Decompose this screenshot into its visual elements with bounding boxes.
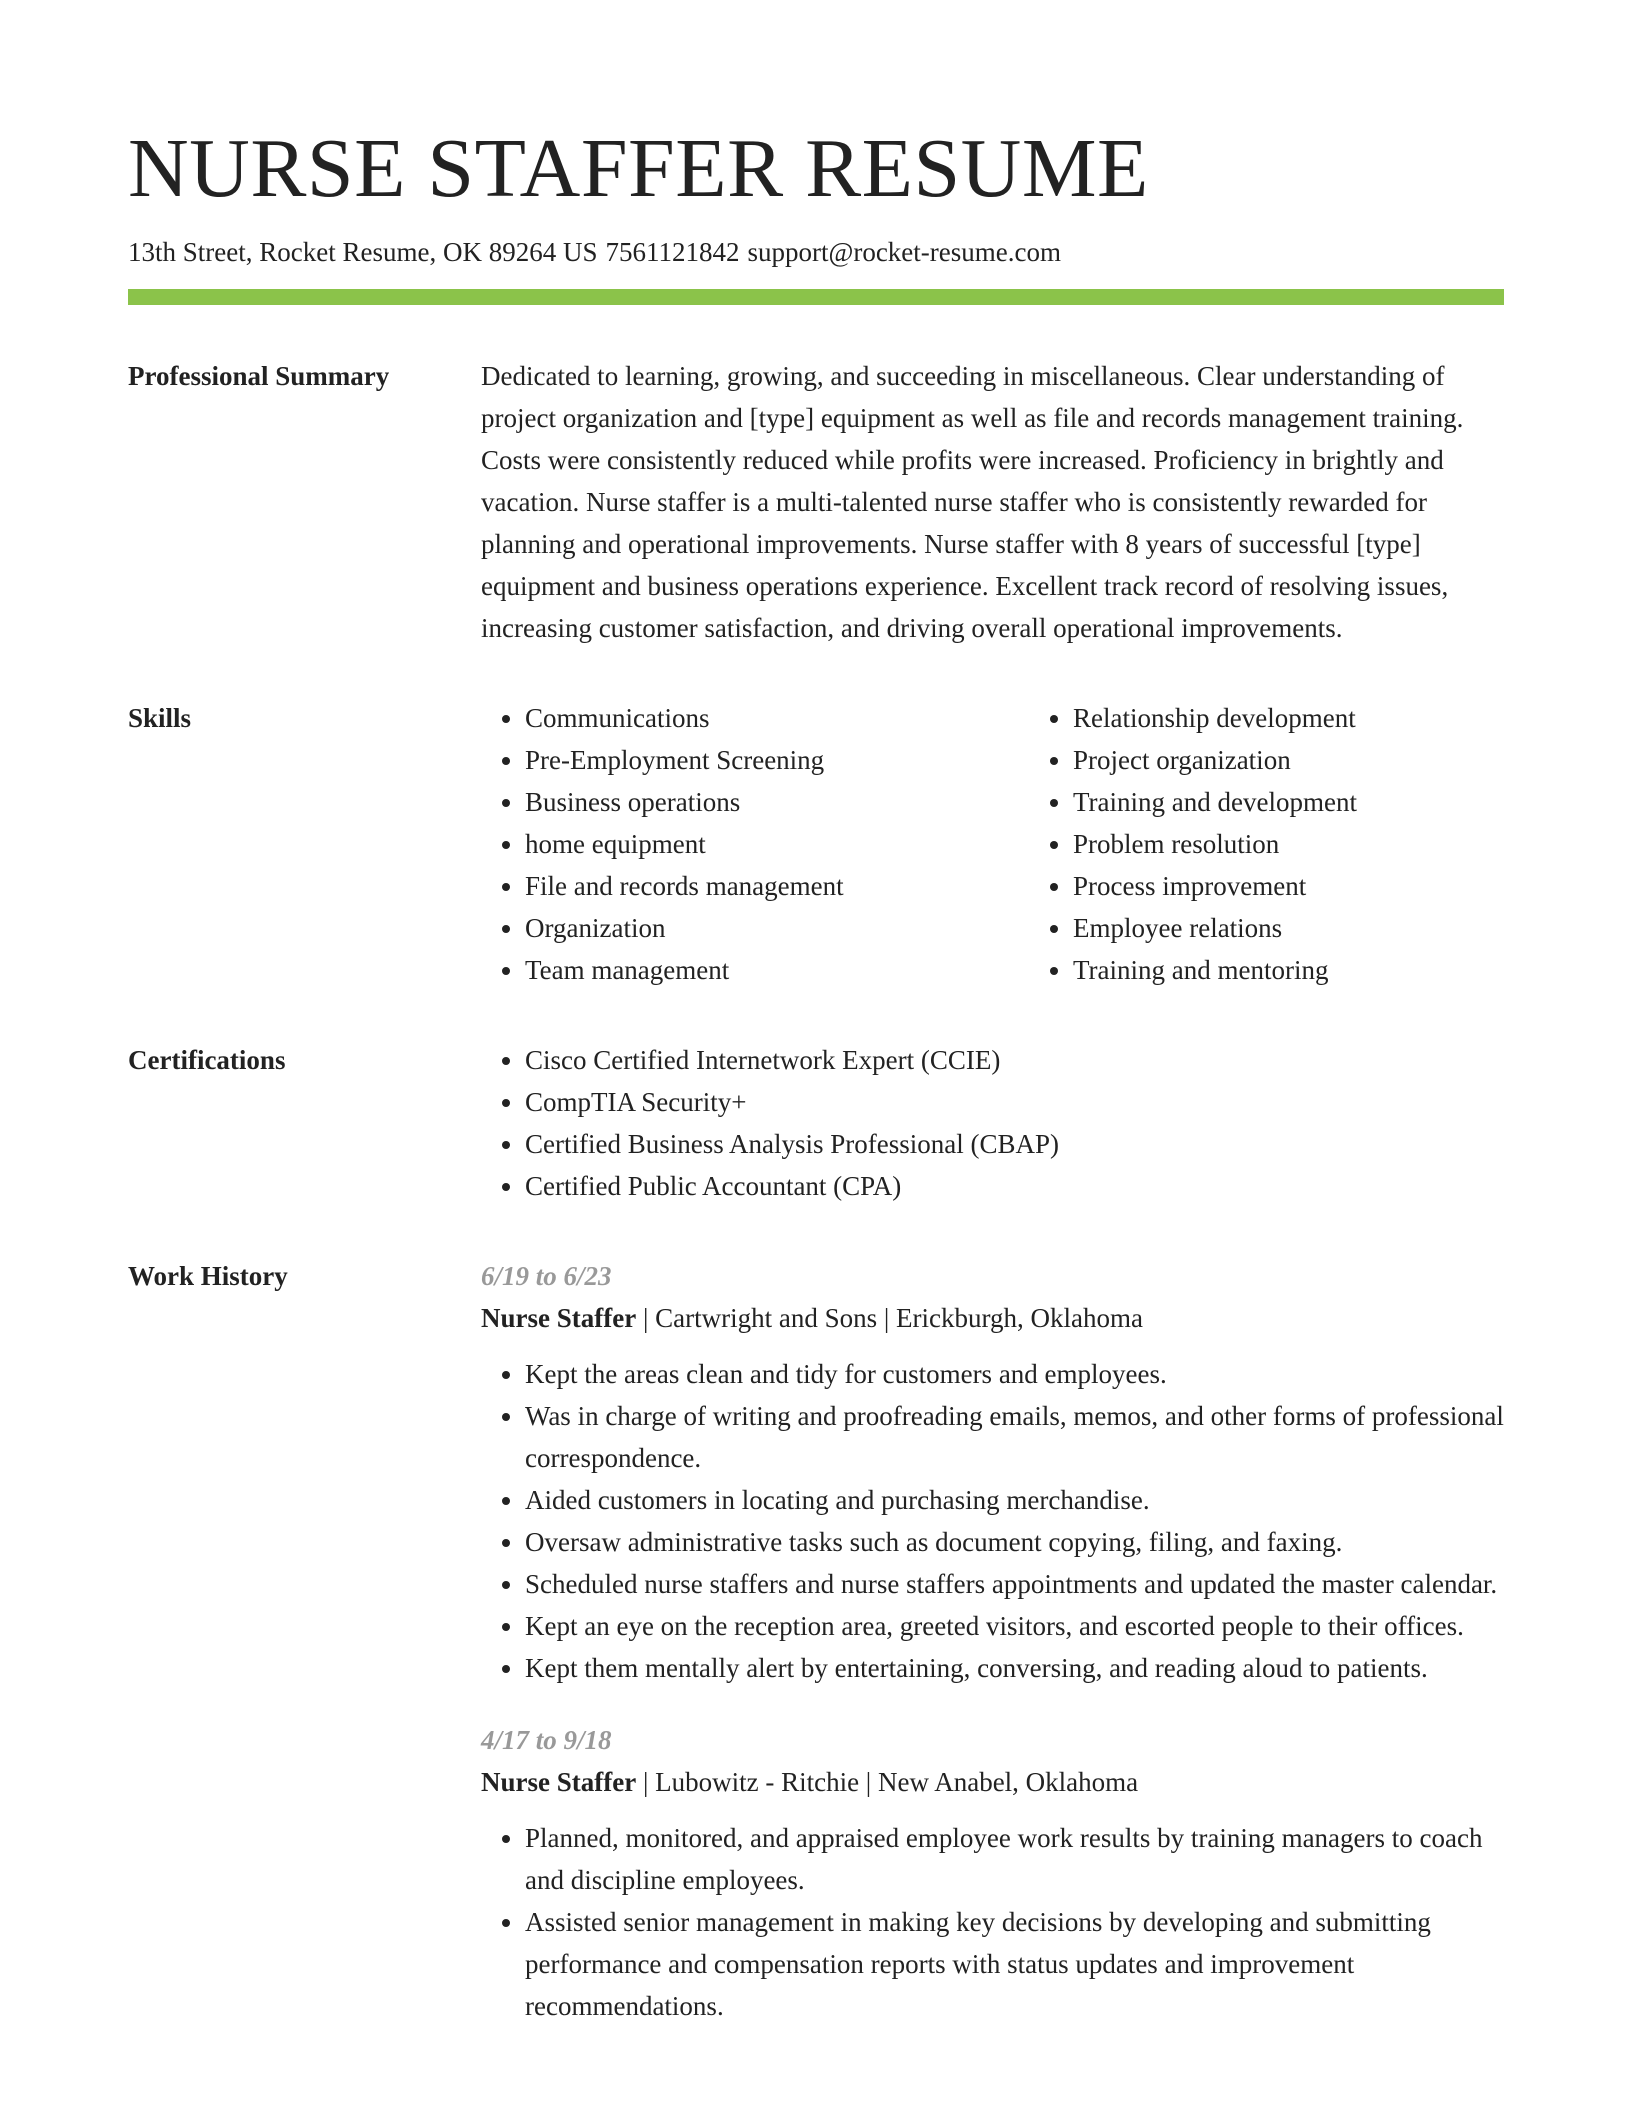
job-bullet: • Scheduled nurse staffers and nurse staffers appointments and updated the master calendar. — [525, 1563, 1504, 1605]
job-bullet: • Kept an eye on the reception area, greeted visitors, and escorted people to their offices. — [525, 1605, 1504, 1647]
skill-item: • Organization — [525, 907, 1029, 949]
job-company: | Cartwright and Sons | Erickburgh, Oklahoma — [636, 1303, 1143, 1333]
skill-item: • File and records management — [525, 865, 1029, 907]
skill-item: • Relationship development — [1073, 697, 1504, 739]
skill-item: • home equipment — [525, 823, 1029, 865]
work-history-label: Work History — [128, 1261, 288, 1291]
certifications-label: Certifications — [128, 1045, 286, 1075]
contact-address: 13th Street, Rocket Resume, OK 89264 US — [128, 237, 598, 267]
job-entry — [481, 1719, 1504, 2027]
skill-item: • Team management — [525, 949, 1029, 991]
certifications-content — [481, 1039, 1504, 1207]
job-title: Nurse Staffer — [481, 1767, 637, 1797]
job-company: | Lubowitz - Ritchie | New Anabel, Oklahoma — [636, 1767, 1139, 1797]
certification-item: • CompTIA Security+ — [525, 1081, 1504, 1123]
work-history-content — [481, 1255, 1504, 2027]
skill-item: • Project organization — [1073, 739, 1504, 781]
skill-item: • Communications — [525, 697, 1029, 739]
job-title-line — [481, 1761, 1504, 1803]
contact-email: support@rocket-resume.com — [747, 237, 1061, 267]
certification-item: • Certified Business Analysis Professional (CBAP) — [525, 1123, 1504, 1165]
job-bullets — [481, 1353, 1504, 1689]
skills-section — [128, 697, 1504, 991]
skills-content — [481, 697, 1504, 991]
skill-item: • Pre-Employment Screening — [525, 739, 1029, 781]
job-entry — [481, 1255, 1504, 1689]
job-bullet: • Oversaw administrative tasks such as document copying, filing, and faxing. — [525, 1521, 1504, 1563]
job-bullet: • Kept the areas clean and tidy for customers and employees. — [525, 1353, 1504, 1395]
certification-item: • Certified Public Accountant (CPA) — [525, 1165, 1504, 1207]
contact-line — [128, 235, 1504, 269]
skills-list-left — [481, 697, 1029, 991]
header-divider — [128, 289, 1504, 305]
job-bullet: • Planned, monitored, and appraised employee work results by training managers to coach and discipline employees. — [525, 1817, 1504, 1901]
skill-item: • Training and development — [1073, 781, 1504, 823]
summary-text: Dedicated to learning, growing, and succeeding in miscellaneous. Clear understanding of project organization and [type] equipment as well as file and records management training. Costs were consistently reduced while profits were increased. Proficiency in brightly and vacation. Nurse staffer is a multi-talented nurse staffer who is consistently rewarded for planning and operational improvements. Nurse staffer with 8 years of successful [type] equipment and business operations experience. Excellent track record of resolving issues, increasing customer satisfaction, and driving overall operational improvements. — [481, 361, 1464, 643]
resume-title: NURSE STAFFER RESUME — [128, 122, 1149, 215]
summary-section — [128, 355, 1504, 649]
job-title: Nurse Staffer — [481, 1303, 637, 1333]
certifications-section — [128, 1039, 1504, 1207]
job-bullet: • Was in charge of writing and proofreading emails, memos, and other forms of professional correspondence. — [525, 1395, 1504, 1479]
certifications-list — [481, 1039, 1504, 1207]
job-bullet: • Kept them mentally alert by entertaining, conversing, and reading aloud to patients. — [525, 1647, 1504, 1689]
job-bullet: • Assisted senior management in making key decisions by developing and submitting performance and compensation reports with status updates and improvement recommendations. — [525, 1901, 1504, 2027]
work-history-section — [128, 1255, 1504, 2027]
skills-list-right — [1029, 697, 1504, 991]
job-title-line — [481, 1297, 1504, 1339]
job-dates: 4/17 to 9/18 — [481, 1725, 612, 1755]
certification-item: • Cisco Certified Internetwork Expert (CCIE) — [525, 1039, 1504, 1081]
skill-item: • Training and mentoring — [1073, 949, 1504, 991]
job-bullet: • Aided customers in locating and purchasing merchandise. — [525, 1479, 1504, 1521]
skills-label: Skills — [128, 703, 192, 733]
job-bullets — [481, 1817, 1504, 2027]
skill-item: • Business operations — [525, 781, 1029, 823]
contact-phone: 7561121842 — [605, 237, 740, 267]
summary-content — [481, 355, 1504, 649]
summary-label: Professional Summary — [128, 361, 390, 391]
skill-item: • Problem resolution — [1073, 823, 1504, 865]
job-dates: 6/19 to 6/23 — [481, 1261, 612, 1291]
skill-item: • Process improvement — [1073, 865, 1504, 907]
skill-item: • Employee relations — [1073, 907, 1504, 949]
